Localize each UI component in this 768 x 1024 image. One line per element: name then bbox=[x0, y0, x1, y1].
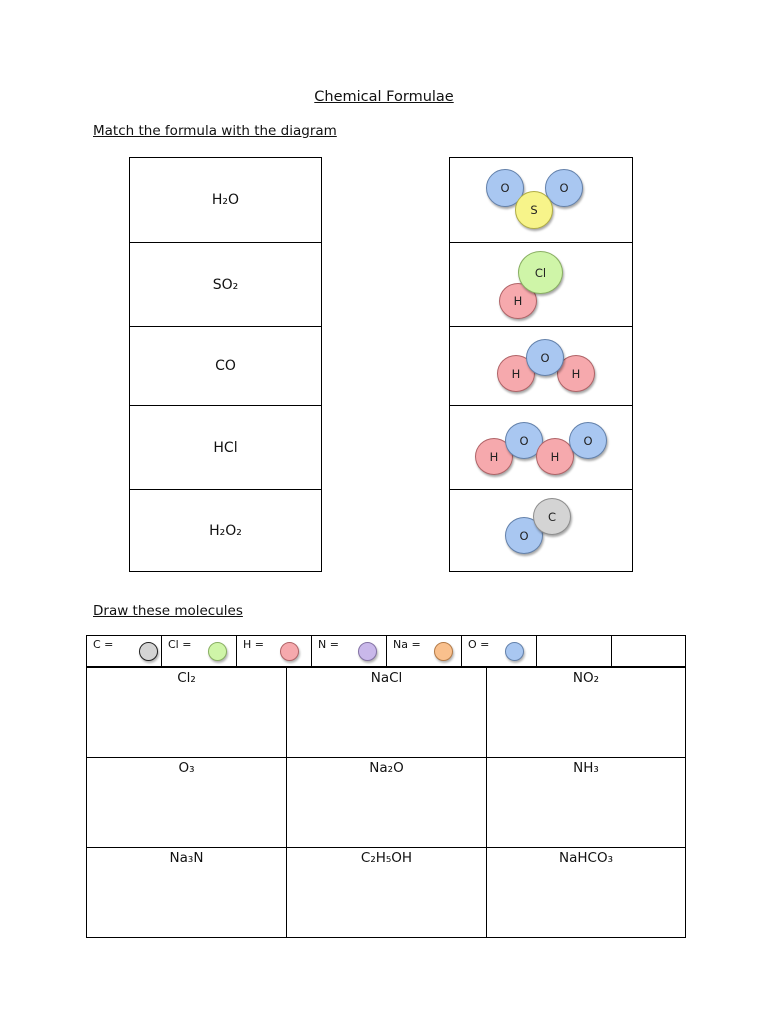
atom-label: O bbox=[559, 181, 569, 195]
formula-text: H₂O bbox=[211, 192, 240, 208]
atom-carbon bbox=[533, 498, 571, 535]
key-cell-hydrogen bbox=[237, 636, 312, 666]
molecule-formula: Na₂O bbox=[369, 760, 404, 776]
atom-label: S bbox=[530, 203, 538, 217]
atom-label: O bbox=[583, 433, 593, 448]
atom-label: H bbox=[571, 366, 581, 381]
draw-cell bbox=[487, 758, 685, 848]
key-label: C = bbox=[93, 638, 114, 651]
atom-label: Cl bbox=[534, 265, 547, 280]
draw-cell bbox=[487, 668, 685, 758]
atom-label: H bbox=[550, 449, 560, 464]
atom-label: H bbox=[489, 449, 499, 464]
draw-cell bbox=[287, 758, 487, 848]
atom-label: O bbox=[500, 181, 510, 195]
atom-sulfur bbox=[515, 191, 553, 229]
formula-table bbox=[129, 157, 322, 572]
key-cell-empty bbox=[537, 636, 612, 666]
formula-text: HCl bbox=[213, 439, 238, 456]
draw-cell bbox=[287, 668, 487, 758]
key-label: O = bbox=[468, 638, 490, 651]
atom-label: H bbox=[513, 294, 523, 308]
formula-cell bbox=[130, 405, 321, 489]
formula-text: CO bbox=[215, 358, 236, 374]
draw-cell bbox=[87, 668, 287, 758]
formula-cell bbox=[130, 242, 321, 326]
carbon-swatch bbox=[139, 642, 158, 661]
section-heading-draw: Draw these molecules bbox=[93, 603, 243, 619]
draw-cell bbox=[87, 848, 287, 937]
key-cell-chlorine bbox=[162, 636, 237, 666]
key-cell-sodium bbox=[387, 636, 462, 666]
key-label: N = bbox=[318, 638, 339, 651]
key-label: Cl = bbox=[168, 638, 192, 651]
atom-oxygen bbox=[569, 422, 607, 459]
draw-molecules-table bbox=[86, 667, 686, 938]
molecule-formula: NaHCO₃ bbox=[559, 850, 613, 866]
formula-cell bbox=[130, 158, 321, 242]
key-cell-carbon bbox=[87, 636, 162, 666]
formula-text: H₂O₂ bbox=[209, 522, 242, 539]
key-label: Na = bbox=[393, 638, 421, 651]
key-cell-empty bbox=[612, 636, 685, 666]
hydrogen-swatch bbox=[280, 642, 299, 661]
molecule-formula: NaCl bbox=[370, 670, 403, 686]
draw-cell bbox=[87, 758, 287, 848]
molecule-formula: O₃ bbox=[178, 760, 195, 776]
sodium-swatch bbox=[434, 642, 453, 661]
draw-cell bbox=[287, 848, 487, 937]
section-heading-match: Match the formula with the diagram bbox=[93, 123, 337, 139]
key-cell-oxygen bbox=[462, 636, 537, 666]
molecule-formula: NH₃ bbox=[573, 760, 599, 776]
page-title: Chemical Formulae bbox=[314, 89, 454, 105]
draw-cell bbox=[487, 848, 685, 937]
chlorine-swatch bbox=[208, 642, 227, 661]
nitrogen-swatch bbox=[358, 642, 377, 661]
atom-label: C bbox=[547, 509, 557, 524]
atom-chlorine bbox=[518, 251, 563, 294]
atom-oxygen bbox=[526, 339, 564, 376]
molecule-formula: C₂H₅OH bbox=[360, 850, 413, 866]
atom-label: O bbox=[519, 433, 529, 448]
oxygen-swatch bbox=[505, 642, 524, 661]
key-label: H = bbox=[243, 638, 264, 651]
formula-cell bbox=[130, 326, 321, 405]
molecule-formula: Cl₂ bbox=[177, 670, 196, 686]
formula-text: SO₂ bbox=[212, 276, 239, 293]
atom-label: O bbox=[519, 528, 529, 543]
atom-label: O bbox=[540, 350, 550, 365]
formula-cell bbox=[130, 489, 321, 571]
key-cell-nitrogen bbox=[312, 636, 387, 666]
molecule-formula: NO₂ bbox=[572, 670, 600, 686]
color-key bbox=[86, 635, 686, 667]
atom-label: H bbox=[511, 366, 521, 381]
molecule-formula: Na₃N bbox=[169, 850, 204, 866]
